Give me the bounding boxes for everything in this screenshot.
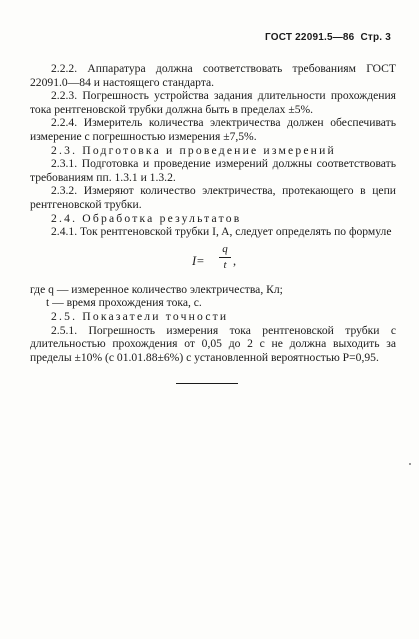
paragraph-2-2-2: 2.2.2. Аппаратура должна соответствовать требованиям ГОСТ 22091.0—84 и настоящего стандарта. <box>30 62 396 89</box>
paragraph-2-5-1: 2.5.1. Погрешность измерения тока рентгеновской трубки с длительностью прохождения от 0,05 до 2 с не должна выходить за пределы ±10% (с 01.01.88±6%) с установленной вероятностью P=0,95. <box>30 323 396 364</box>
formula-fraction <box>219 243 231 272</box>
section-heading-2-4: 2.4. Обработка результатов <box>51 211 242 225</box>
paragraph-2-4-1: 2.4.1. Ток рентгеновской трубки I, A, следует определять по формуле <box>51 225 392 239</box>
paragraph-2-2-3: 2.2.3. Погрешность устройства задания длительности прохождения тока рентгеновской трубки должна быть в пределах ±5%. <box>30 89 396 116</box>
formula-comma: , <box>233 253 237 268</box>
paragraph-2-2-4: 2.2.4. Измеритель количества электричества должен обеспечивать измерение с погрешностью измерения ±7,5%. <box>30 116 396 143</box>
where-clause-t: t — время прохождения тока, с. <box>46 296 202 310</box>
page-header <box>265 32 391 43</box>
section-heading-2-5: 2.5. Показатели точности <box>51 309 229 323</box>
current-formula <box>30 241 396 283</box>
paragraph-2-3-1: 2.3.1. Подготовка и проведение измерений должны соответствовать требованиям пп. 1.3.1 и 1.3.2. <box>30 157 396 184</box>
scan-speck <box>409 463 411 465</box>
section-heading-2-3: 2.3. Подготовка и проведение измерений <box>51 143 336 157</box>
formula-denominator: t <box>223 258 227 271</box>
end-rule <box>176 383 238 384</box>
page-number: Стр. 3 <box>360 32 391 43</box>
formula-numerator: q <box>222 242 228 255</box>
formula-lhs: I= <box>192 253 205 268</box>
standard-number: ГОСТ 22091.5—86 <box>265 32 355 43</box>
fraction-bar <box>219 257 231 258</box>
paragraph-2-3-2: 2.3.2. Измеряют количество электричества, протекающего в цепи рентгеновской трубки. <box>30 184 396 211</box>
document-body <box>30 62 396 364</box>
where-clause-q: где q — измеренное количество электричества, Кл; <box>30 282 283 296</box>
